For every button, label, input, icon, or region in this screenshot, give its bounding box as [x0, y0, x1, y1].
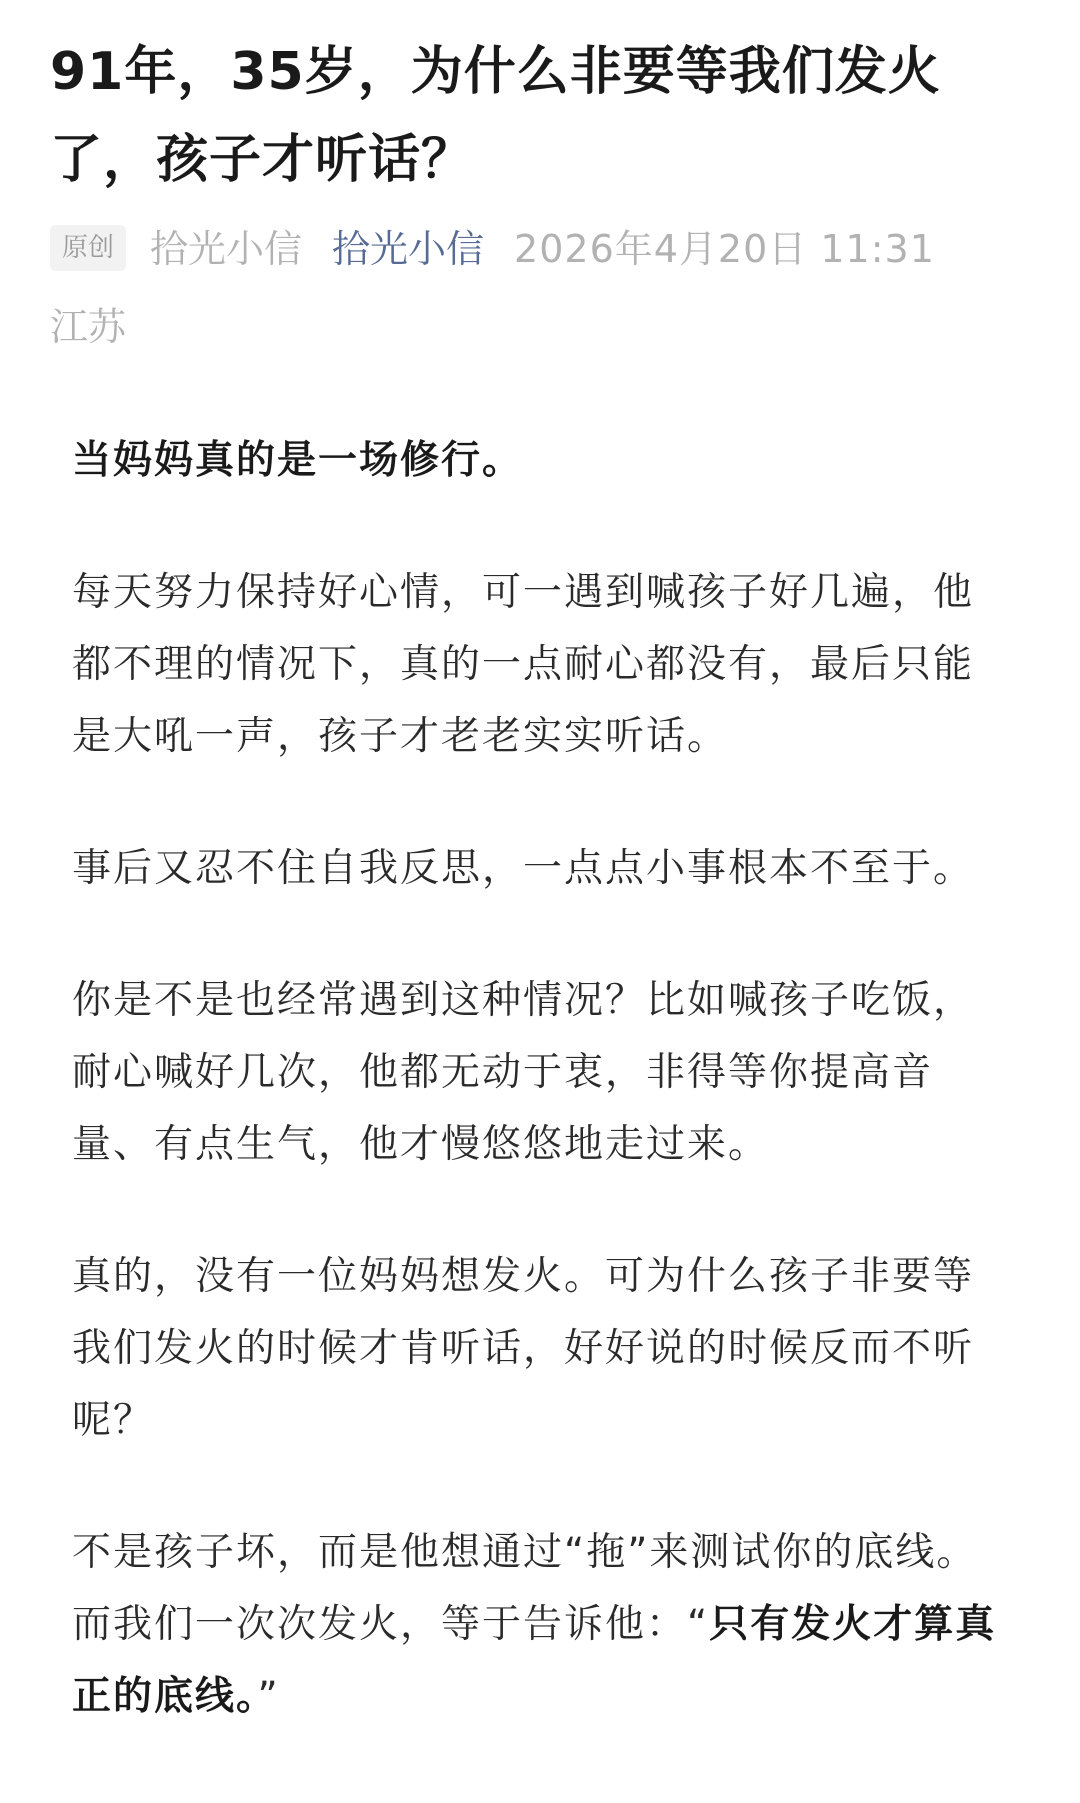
bold-emphasis-text: 只有发火才算真正的底线。 [72, 1602, 997, 1719]
account-name-link[interactable]: 拾光小信 [332, 227, 485, 271]
paragraph [72, 425, 1012, 497]
author-name: 拾光小信 [150, 227, 303, 271]
article-title: 91年，35岁，为什么非要等我们发火了，孩子才听话？ [50, 42, 941, 190]
original-badge: 原创 [50, 225, 126, 271]
paragraph: 你是不是也经常遇到这种情况？比如喊孩子吃饭，耐心喊好几次，他都无动于衷，非得等你提高音量、有点生气，他才慢悠悠地走过来。 [72, 978, 975, 1167]
publish-location: 江苏 [50, 305, 127, 349]
bold-lead-text: 当妈妈真的是一场修行。 [72, 438, 524, 483]
closing-quote: ” [257, 1674, 280, 1719]
article-body [72, 425, 1012, 1793]
article-meta [50, 210, 950, 366]
publish-date: 2026年4月20日 11:31 [514, 227, 935, 271]
paragraph: 真的，没有一位妈妈想发火。可为什么孩子非要等我们发火的时候才肯听话，好好说的时候反而不听呢？ [72, 1254, 975, 1443]
paragraph [72, 1517, 1012, 1733]
paragraph: 每天努力保持好心情，可一遇到喊孩子好几遍，他都不理的情况下，真的一点耐心都没有，最后只能是大吼一声，孩子才老老实实听话。 [72, 570, 975, 759]
paragraph-text: 不是孩子坏，而是他想通过“拖”来测试你的底线。而我们一次次发火，等于告诉他：“ [72, 1530, 978, 1647]
paragraph: 事后又忍不住自我反思，一点点小事根本不至于。 [72, 846, 975, 891]
